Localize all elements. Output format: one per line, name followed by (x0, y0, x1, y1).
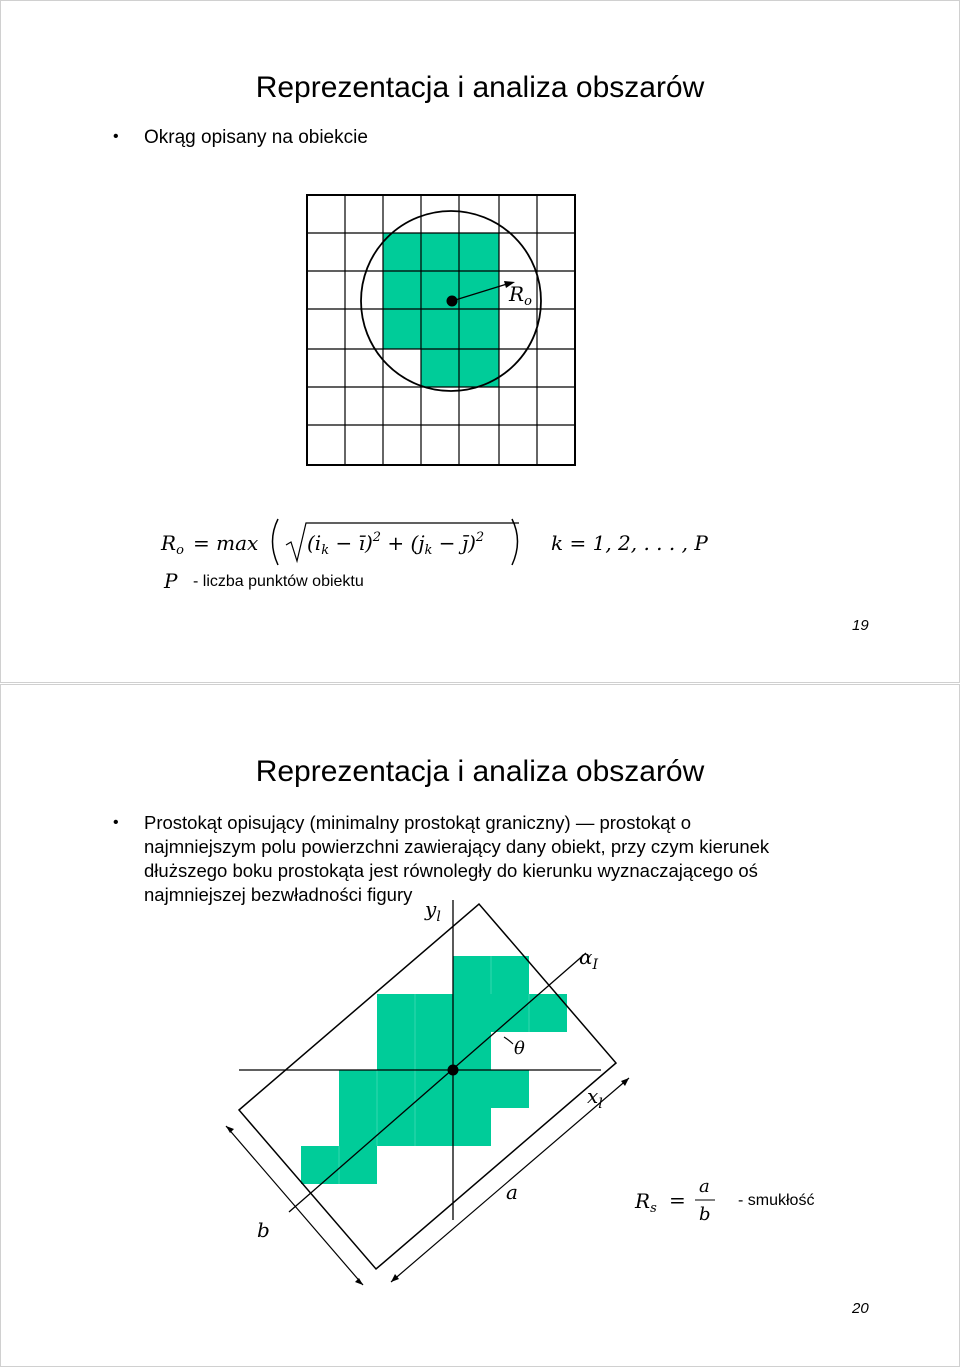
b-label: b (257, 1218, 270, 1242)
slide-19 (0, 0, 960, 683)
slide-20 (0, 684, 960, 1367)
svg-text:= max: = max (193, 531, 259, 555)
page-number: 20 (852, 1300, 869, 1317)
page-number: 19 (852, 617, 869, 634)
slenderness-formula (631, 1170, 741, 1230)
bullet-text: Okrąg opisany na obiekcie (144, 127, 368, 148)
svg-text:Rs: $R_s$ (635, 1189, 657, 1216)
slide-title: Reprezentacja i analiza obszarów (255, 755, 705, 788)
right-paren (512, 519, 518, 565)
bullet-marker: • (113, 814, 119, 831)
principal-axis (289, 953, 586, 1212)
slide-title: Reprezentacja i analiza obszarów (255, 71, 705, 104)
paragraph-line: najmniejszym polu powierzchni zawierający dany obiekt, przy czym kierunek (144, 836, 770, 857)
svg-text:b: b (699, 1204, 711, 1225)
svg-text:Ro: $R_o$ (161, 531, 184, 558)
object-cell (421, 349, 499, 387)
svg-text:=: = (669, 1188, 686, 1212)
paragraph-line: Prostokąt opisujący (minimalny prostokąt graniczny) — prostokąt o (144, 812, 691, 833)
centroid-point (448, 1065, 459, 1076)
radius-label: $R_o$ (509, 282, 532, 309)
theta-label: θ (514, 1038, 525, 1059)
yl-label: $y_l$ (425, 900, 441, 925)
theta-arc (504, 1037, 513, 1044)
object-pixels (383, 233, 499, 387)
svg-text:k = 1, 2, . . . , P: k = 1, 2, . . . , P (551, 531, 708, 555)
bullet-marker: • (113, 128, 119, 145)
radius-formula (151, 511, 731, 571)
left-paren (273, 519, 279, 565)
p-symbol: P (164, 569, 178, 593)
xl-label: $x_l$ (587, 1084, 603, 1112)
p-description: - liczba punktów obiektu (193, 573, 364, 590)
bounding-box-figure (201, 900, 841, 1360)
a-label: a (506, 1180, 518, 1204)
object-cell (383, 233, 499, 349)
circle-grid-figure (301, 191, 581, 471)
svg-text:(ik − ī)2 + (jk − j̄)2: ($i_k$ − ī)$^2$ + ($j_k$ − j̄)$^2$ (307, 530, 485, 558)
svg-text:a: a (699, 1176, 710, 1197)
paragraph-line: najmniejszej bezwładności figury (144, 884, 413, 905)
slenderness-description: - smukłość (738, 1192, 815, 1209)
alpha-label: $\alpha_I$ (579, 945, 599, 973)
definition-paragraph (144, 811, 862, 907)
paragraph-line: dłuższego boku prostokąta jest równoległy do kierunku wyznaczającego oś (144, 860, 758, 881)
